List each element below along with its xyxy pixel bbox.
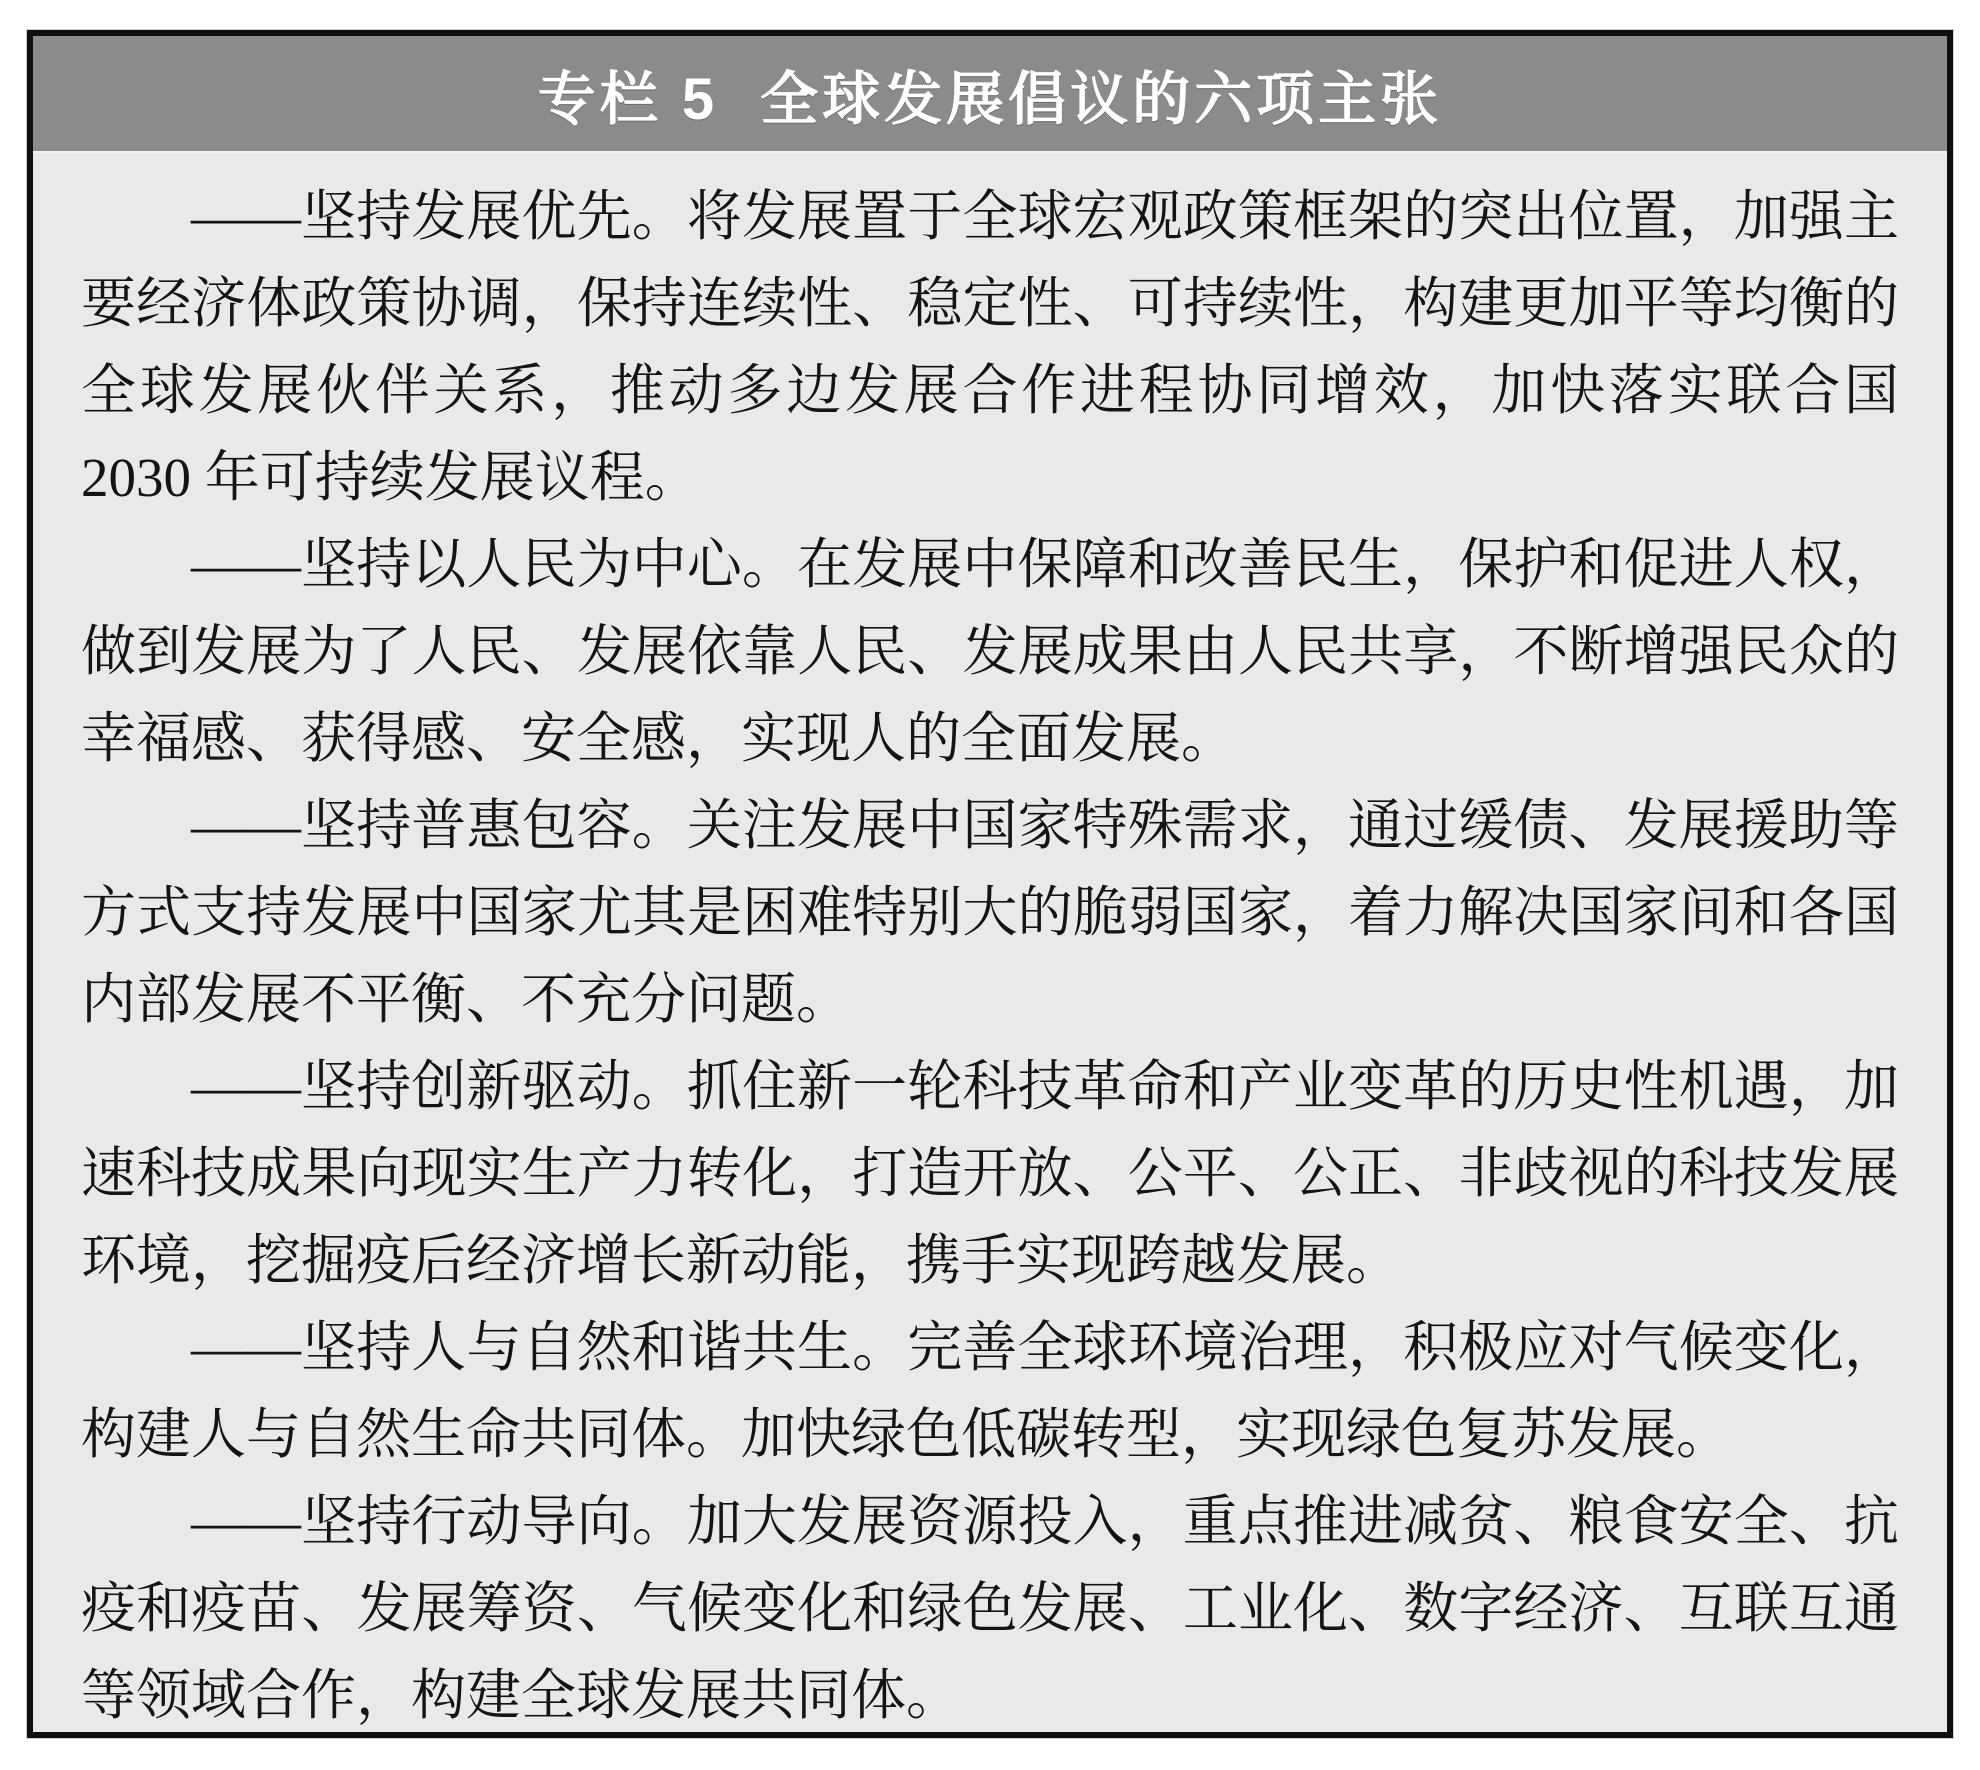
box-body: [33, 153, 1947, 1739]
paragraph-innovation-driven: ——坚持创新驱动。抓住新一轮科技革命和产业变革的历史性机遇，加速科技成果向现实生产力转化，打造开放、公平、公正、非歧视的科技发展环境，挖掘疫后经济增长新动能，携手实现跨越发展。: [81, 1056, 1899, 1291]
paragraph-people-centered: ——坚持以人民为中心。在发展中保障和改善民生，保护和促进人权，做到发展为了人民、发展依靠人民、发展成果由人民共享，不断增强民众的幸福感、获得感、安全感，实现人的全面发展。: [81, 534, 1899, 769]
box-header-title: 全球发展倡议的六项主张: [760, 66, 1443, 132]
paragraph-inclusive-benefits: ——坚持普惠包容。关注发展中国家特殊需求，通过缓债、发展援助等方式支持发展中国家尤其是困难特别大的脆弱国家，着力解决国家间和各国内部发展不平衡、不充分问题。: [81, 795, 1899, 1030]
paragraph-harmony-with-nature: ——坚持人与自然和谐共生。完善全球环境治理，积极应对气候变化，构建人与自然生命共同体。加快绿色低碳转型，实现绿色复苏发展。: [81, 1317, 1899, 1465]
paragraph-development-first: ——坚持发展优先。将发展置于全球宏观政策框架的突出位置，加强主要经济体政策协调，保持连续性、稳定性、可持续性，构建更加平等均衡的全球发展伙伴关系，推动多边发展合作进程协同增效，加快落实联合国 2030 年可持续发展议程。: [81, 186, 1899, 508]
box-panel: [27, 30, 1953, 1738]
box-header-label: 专栏 5: [537, 66, 719, 132]
box-header: [33, 36, 1947, 153]
paragraph-action-oriented: ——坚持行动导向。加大发展资源投入，重点推进减贫、粮食安全、抗疫和疫苗、发展筹资、气候变化和绿色发展、工业化、数字经济、互联互通等领域合作，构建全球发展共同体。: [81, 1491, 1899, 1726]
